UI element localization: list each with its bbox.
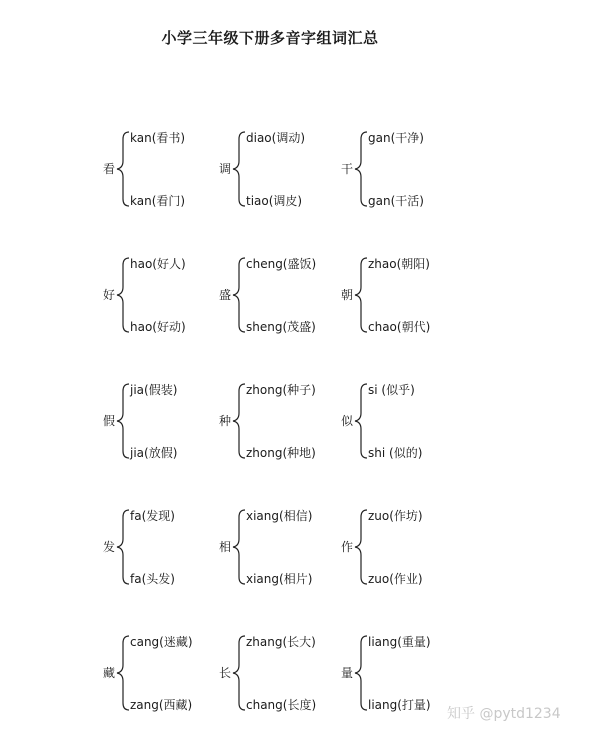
reading-top: zuo(作坊) (368, 509, 423, 523)
brace-icon (115, 130, 131, 208)
watermark: 知乎 @pytd1234 (447, 706, 561, 722)
reading-top: fa(发现) (130, 509, 175, 523)
reading-bottom: zhong(种地) (246, 446, 316, 460)
brace-icon (115, 508, 131, 586)
reading-bottom: jia(放假) (130, 446, 178, 460)
brace-icon (353, 382, 369, 460)
polyphone-entry (341, 130, 481, 210)
reading-bottom: zuo(作业) (368, 572, 423, 586)
reading-bottom: tiao(调皮) (246, 194, 303, 208)
polyphone-char: 种 (219, 414, 232, 428)
reading-top: cheng(盛饭) (246, 257, 317, 271)
reading-top: cang(迷藏) (130, 635, 193, 649)
polyphone-char: 量 (341, 666, 354, 680)
reading-bottom: chao(朝代) (368, 320, 431, 334)
reading-bottom: zang(西藏) (130, 698, 193, 712)
reading-top: zhong(种子) (246, 383, 316, 397)
brace-icon (353, 634, 369, 712)
reading-top: xiang(相信) (246, 509, 313, 523)
reading-bottom: sheng(茂盛) (246, 320, 316, 334)
reading-top: zhao(朝阳) (368, 257, 430, 271)
reading-bottom: shi (似的) (368, 446, 423, 460)
polyphone-entry (219, 256, 359, 336)
polyphone-char: 看 (103, 162, 116, 176)
brace-icon (231, 382, 247, 460)
polyphone-char: 藏 (103, 666, 116, 680)
brace-icon (353, 130, 369, 208)
polyphone-char: 相 (219, 540, 232, 554)
reading-bottom: fa(头发) (130, 572, 175, 586)
reading-bottom: kan(看门) (130, 194, 186, 208)
brace-icon (115, 382, 131, 460)
polyphone-char: 朝 (341, 288, 354, 302)
reading-bottom: liang(打量) (368, 698, 431, 712)
polyphone-char: 长 (219, 666, 232, 680)
polyphone-char: 发 (103, 540, 116, 554)
brace-icon (231, 634, 247, 712)
polyphone-char: 好 (103, 288, 116, 302)
reading-top: si (似乎) (368, 383, 415, 397)
polyphone-char: 假 (103, 414, 116, 428)
polyphone-entry (219, 130, 359, 210)
polyphone-entry (219, 634, 359, 714)
reading-top: jia(假装) (130, 383, 178, 397)
brace-icon (115, 256, 131, 334)
polyphone-char: 似 (341, 414, 354, 428)
reading-bottom: hao(好动) (130, 320, 186, 334)
brace-icon (231, 256, 247, 334)
brace-icon (231, 508, 247, 586)
polyphone-entry (341, 634, 481, 714)
reading-top: kan(看书) (130, 131, 186, 145)
reading-top: zhang(长大) (246, 635, 316, 649)
reading-bottom: chang(长度) (246, 698, 317, 712)
brace-icon (353, 508, 369, 586)
reading-top: liang(重量) (368, 635, 431, 649)
polyphone-char: 盛 (219, 288, 232, 302)
polyphone-entry (219, 508, 359, 588)
polyphone-entry (219, 382, 359, 462)
reading-top: gan(干净) (368, 131, 424, 145)
polyphone-char: 调 (219, 162, 232, 176)
brace-icon (115, 634, 131, 712)
brace-icon (353, 256, 369, 334)
page-title: 小学三年级下册多音字组词汇总 (161, 29, 379, 47)
polyphone-char: 干 (341, 162, 354, 176)
polyphone-char: 作 (341, 540, 354, 554)
polyphone-entry (341, 382, 481, 462)
brace-icon (231, 130, 247, 208)
reading-top: hao(好人) (130, 257, 186, 271)
reading-top: diao(调动) (246, 131, 306, 145)
reading-bottom: xiang(相片) (246, 572, 313, 586)
reading-bottom: gan(干活) (368, 194, 424, 208)
polyphone-entry (341, 508, 481, 588)
polyphone-entry (341, 256, 481, 336)
